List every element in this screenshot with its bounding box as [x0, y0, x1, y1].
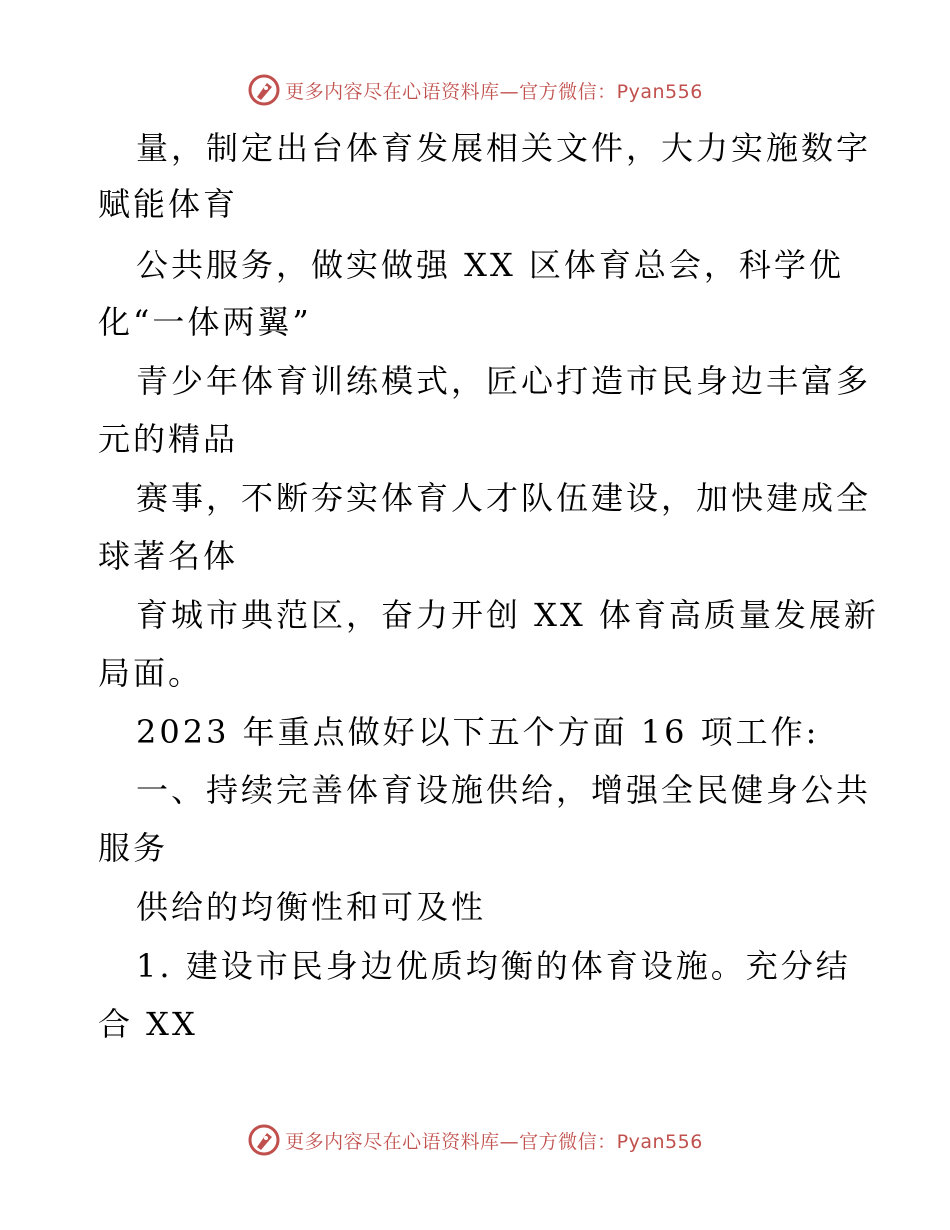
- paragraph-line: 2023 年重点做好以下五个方面 16 项工作:: [136, 713, 820, 751]
- paragraph-line: 赋能体育: [98, 185, 239, 223]
- paragraph-line: 球著名体: [98, 537, 239, 575]
- paragraph-line: 赛事，不断夯实体育人才队伍建设，加快建成全: [136, 479, 872, 517]
- watermark-text: 更多内容尽在心语资料库—官方微信：Pyan556: [285, 1130, 703, 1153]
- paragraph-line: 1. 建设市民身边优质均衡的体育设施。充分结: [136, 947, 851, 985]
- paragraph-line: 一、持续完善体育设施供给，增强全民健身公共: [136, 771, 872, 809]
- paragraph-line: 公共服务，做实做强 XX 区体育总会，科学优: [136, 246, 844, 284]
- paragraph-line: 青少年体育训练模式，匠心打造市民身边丰富多: [136, 362, 872, 400]
- paragraph-line: 局面。: [98, 654, 204, 692]
- paragraph-line: 供给的均衡性和可及性: [136, 888, 487, 926]
- paragraph-line: 化“一体两翼”: [98, 303, 312, 341]
- paragraph-line: 服务: [98, 829, 169, 867]
- footer-watermark: [0, 1120, 950, 1160]
- paragraph-line: 合 XX: [98, 1005, 198, 1043]
- header-watermark: [0, 70, 950, 110]
- paragraph-line: 元的精品: [98, 420, 239, 458]
- pen-nib-logo-icon: [247, 1123, 281, 1157]
- pen-nib-logo-icon: [247, 73, 281, 107]
- watermark-text: 更多内容尽在心语资料库—官方微信：Pyan556: [285, 80, 703, 103]
- paragraph-line: 量，制定出台体育发展相关文件，大力实施数字: [136, 129, 872, 167]
- paragraph-line: 育城市典范区，奋力开创 XX 体育高质量发展新: [136, 596, 879, 634]
